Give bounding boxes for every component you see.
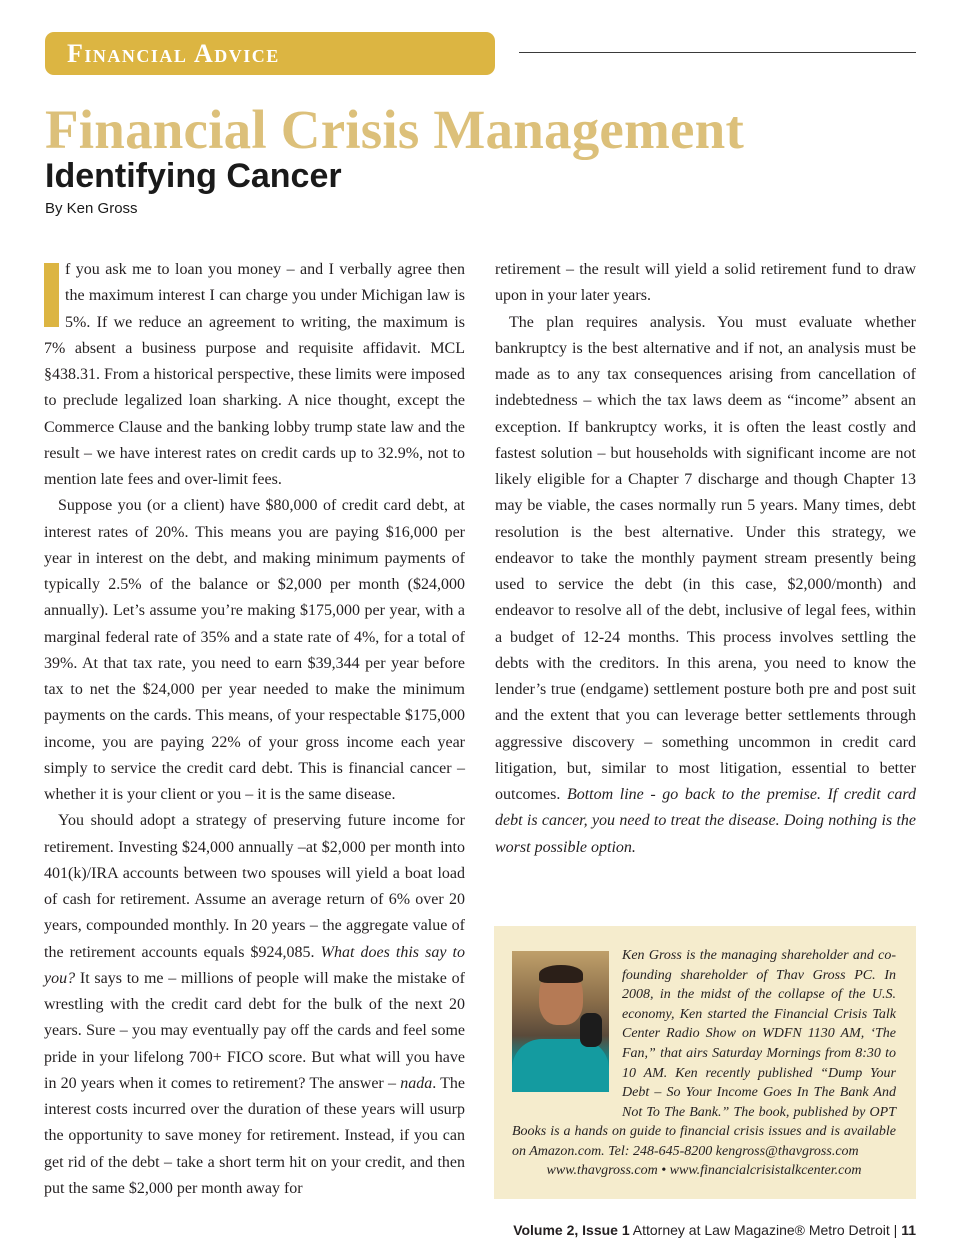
paragraph-2: Suppose you (or a client) have $80,000 of credit card debt, at interest rates of 20%. This means you are paying $16,000 per year in interest on the debt, and making minimum payments of typically 2.5% of the balance or $2,000 per month ($24,000 annually). Let’s assume you’re making $175,000 per year, with a marginal federal rate of 35% and a state rate of 4%, for a total of 39%. At that tax rate, you need to earn $39,344 per year before tax to net the $24,000 per year needed to make the minimum payments on the cards. This means, of your respectable $175,000 income, you are paying 22% of your gross income each year simply to service the credit card debt. This is financial cancer – whether it is your client or you – it is the same disease. [44, 497, 465, 803]
paragraph-5: The plan requires analysis. You must evaluate whether bankruptcy is the best alternative and if not, an analysis must be made as to any tax consequences arising from cancellation of indebtedness – which the tax laws deem as “income” absent an exception. If bankruptcy works, it is often the least costly and fastest solution – but households with significant income are not likely eligible for a Chapter 7 discharge and though Chapter 13 may be viable, the cases normally run 5 years. Many times, debt resolution is the best alternative. Under this strategy, we endeavor to take the monthly payment stream presently being used to service the debt (in this case, $2,000/month) and endeavor to resolve all of the debt, inclusive of legal fees, within a budget of 12-24 months. This process involves settling the debts with the creditors. In this arena, you need to know the lender’s true (endgame) settlement posture both pre and post suit and the extent that you can leverage better settlements through aggressive discovery – something uncommon in credit card litigation, but, similar to most litigation, essential to better outcomes. Bottom line - go back to the premise. If credit card debt is cancer, you need to treat the disease. Doing nothing is the worst possible option. [495, 313, 917, 856]
author-bio-box [494, 926, 916, 1199]
paragraph-3: You should adopt a strategy of preserving future income for retirement. Investing $24,000 annually –at $2,000 per month into 401(k)/IRA accounts between two spouses will yield a boat load of cash for retirement. Assume an average return of 6% over 20 years, compounded monthly. In 20 years – the aggregate value of the retirement accounts equals $924,085. What does this say to you? It says to me – millions of people will make the mistake of wrestling with the credit card debt for the bulk of the next 20 years. Sure – you may eventually pay off the cards and feel some pride in your lifelong 700+ FICO score. But what will you have in 20 years when it comes to retirement? The answer – nada. The interest costs incurred over the duration of these years will usurp the opportunity to save money for retirement. Instead, if you can get rid of the debt – take a short term hit on your credit, and then put the same $2,000 per month away for [44, 812, 466, 1197]
article-subtitle: Identifying Cancer [45, 157, 342, 195]
page-number: 11 [901, 1222, 916, 1238]
article-title: Financial Crisis Management [45, 99, 744, 160]
author-bio-text: Ken Gross is the managing shareholder and co-founding shareholder of Thav Gross PC. In 2008, in the midst of the collapse of the U.S. economy, Ken started the Financial Crisis Talk Center Radio Show on WDFN 1130 AM, ‘The Fan,” that airs Saturday Mornings from 8:30 to 10 AM. Ken recently published “Dump Your Debt – So Your Income Goes In The Bank And Not To The Bank.” The book, published by OPT Books is a hands on guide to financial crisis issues and is available on Amazon.com. Tel: 248-645-8200 kengross@thavgross.com [512, 948, 896, 1159]
footer-issue: Volume 2, Issue 1 [513, 1222, 630, 1238]
author-websites: www.thavgross.com • www.financialcrisistalkcenter.com [546, 1163, 862, 1178]
paragraph-1: f you ask me to loan you money – and I verbally agree then the maximum interest I can charge you under Michigan law is 5%. If we reduce an agreement to writing, the maximum is 7% absent a business purpose and requisite affidavit. MCL §438.31. From a historical perspective, these limits were imposed to preclude legalized loan sharking. A nice thought, except the Commerce Clause and the banking lobby trump state law and the result – we have interest rates on credit cards up to 32.9%, not to mention late fees and over-limit fees. [44, 261, 465, 488]
drop-cap-bar [44, 263, 59, 327]
paragraph-4: retirement – the result will yield a solid retirement fund to draw upon in your later years. [495, 261, 916, 305]
section-tab: Financial Advice [45, 32, 495, 75]
footer-magazine: Attorney at Law Magazine® Metro Detroit | [629, 1222, 902, 1238]
article-byline: By Ken Gross [45, 200, 138, 217]
header-rule [519, 52, 916, 53]
article-column-left [44, 257, 465, 1202]
article-column-right [495, 257, 916, 861]
page-footer [513, 1220, 916, 1240]
